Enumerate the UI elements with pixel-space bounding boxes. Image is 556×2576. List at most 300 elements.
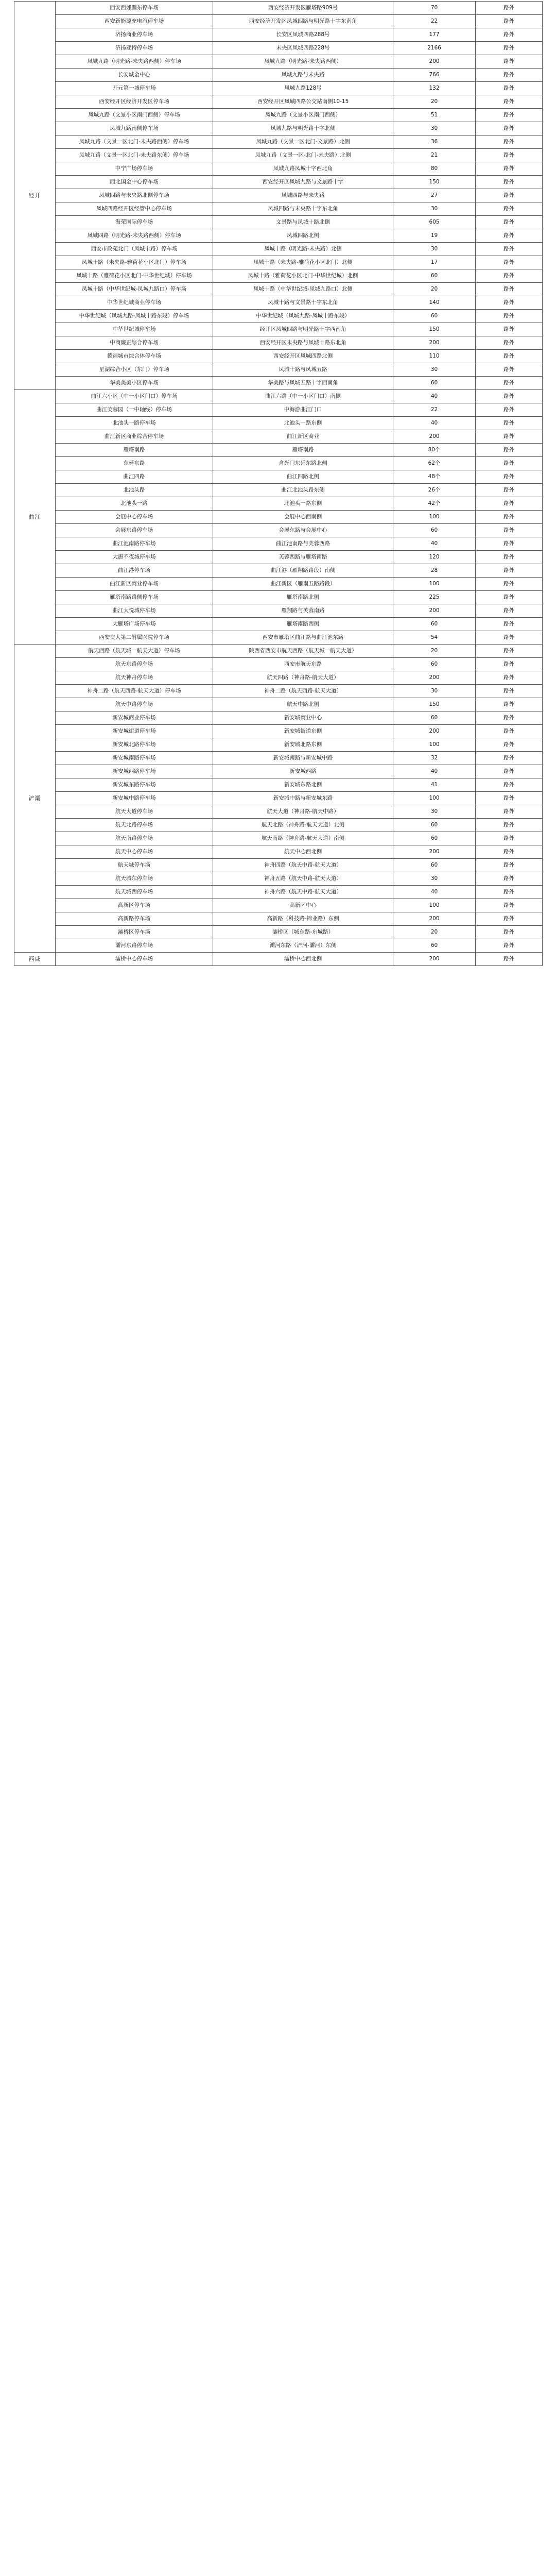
address-cell: 曲江北池头路东侧 — [213, 484, 393, 497]
type-cell: 路外 — [476, 845, 543, 859]
type-cell: 路外 — [476, 403, 543, 417]
parking-name-cell: 航天中心停车场 — [56, 845, 213, 859]
address-cell: 华美路与凤城五路十字西南角 — [213, 377, 393, 390]
type-cell: 路外 — [476, 122, 543, 135]
spaces-cell: 80 — [393, 162, 476, 176]
type-cell: 路外 — [476, 631, 543, 645]
table-row — [14, 109, 543, 122]
spaces-cell: 200 — [393, 725, 476, 738]
spaces-cell: 60 — [393, 832, 476, 845]
spaces-cell: 36 — [393, 135, 476, 149]
type-cell: 路外 — [476, 350, 543, 363]
table-row — [14, 886, 543, 899]
type-cell: 路外 — [476, 323, 543, 336]
type-cell: 路外 — [476, 591, 543, 604]
parking-name-cell: 东延东路 — [56, 457, 213, 470]
table-row — [14, 269, 543, 283]
spaces-cell: 48个 — [393, 470, 476, 484]
spaces-cell: 150 — [393, 323, 476, 336]
parking-name-cell: 凤城九路（明光路-未央路西侧）停车场 — [56, 55, 213, 69]
parking-name-cell: 新安城南路停车场 — [56, 752, 213, 765]
address-cell: 凤城九路（文景一区北门-文景路）北侧 — [213, 135, 393, 149]
type-cell: 路外 — [476, 430, 543, 444]
parking-name-cell: 北池头路 — [56, 484, 213, 497]
parking-name-cell: 凤城九路（文景一区北门-未央路西侧）停车场 — [56, 135, 213, 149]
type-cell: 路外 — [476, 872, 543, 886]
address-cell: 西安经济开发区雁塔路909号 — [213, 2, 393, 15]
spaces-cell: 26个 — [393, 484, 476, 497]
table-row — [14, 2, 543, 15]
table-row — [14, 832, 543, 845]
type-cell: 路外 — [476, 698, 543, 711]
table-row — [14, 819, 543, 832]
table-row — [14, 122, 543, 135]
spaces-cell: 60 — [393, 939, 476, 953]
type-cell: 路外 — [476, 711, 543, 725]
type-cell: 路外 — [476, 283, 543, 296]
table-row — [14, 524, 543, 537]
table-row — [14, 645, 543, 658]
table-row — [14, 859, 543, 872]
spaces-cell: 20 — [393, 926, 476, 939]
address-cell: 航天中路北侧 — [213, 698, 393, 711]
spaces-cell: 100 — [393, 738, 476, 752]
table-row — [14, 403, 543, 417]
table-row — [14, 149, 543, 162]
spaces-cell: 41 — [393, 778, 476, 792]
spaces-cell: 27 — [393, 189, 476, 202]
parking-name-cell: 济扬商业停车场 — [56, 28, 213, 42]
address-cell: 会展东路与会展中心 — [213, 524, 393, 537]
table-row — [14, 631, 543, 645]
type-cell: 路外 — [476, 390, 543, 403]
type-cell: 路外 — [476, 310, 543, 323]
parking-name-cell: 北池头一路 — [56, 497, 213, 511]
spaces-cell: 20 — [393, 283, 476, 296]
address-cell: 雁塔南路 — [213, 444, 393, 457]
type-cell: 路外 — [476, 645, 543, 658]
type-cell: 路外 — [476, 524, 543, 537]
type-cell: 路外 — [476, 778, 543, 792]
spaces-cell: 200 — [393, 671, 476, 685]
spaces-cell: 42个 — [393, 497, 476, 511]
table-row — [14, 511, 543, 524]
parking-name-cell: 灞河东路停车场 — [56, 939, 213, 953]
district-cell: 经开 — [14, 2, 56, 390]
address-cell: 芙蓉西路与雁塔南路 — [213, 551, 393, 564]
parking-name-cell: 高新区停车场 — [56, 899, 213, 912]
spaces-cell: 60 — [393, 711, 476, 725]
parking-name-cell: 航天城西停车场 — [56, 886, 213, 899]
parking-name-cell: 曲江港停车场 — [56, 564, 213, 578]
spaces-cell: 225 — [393, 591, 476, 604]
address-cell: 曲江六路（中一小区门口）南侧 — [213, 390, 393, 403]
parking-name-cell: 新安城东路停车场 — [56, 778, 213, 792]
parking-name-cell: 大雁塔广场停车场 — [56, 618, 213, 631]
type-cell: 路外 — [476, 417, 543, 430]
parking-name-cell: 曲江六小区（中一小区门口）停车场 — [56, 390, 213, 403]
table-row — [14, 939, 543, 953]
table-row — [14, 189, 543, 202]
address-cell: 西安经开区凤城四路公交站南侧10-15 — [213, 95, 393, 109]
table-row — [14, 497, 543, 511]
spaces-cell: 30 — [393, 872, 476, 886]
table-row — [14, 537, 543, 551]
type-cell: 路外 — [476, 256, 543, 269]
type-cell: 路外 — [476, 243, 543, 256]
table-row — [14, 604, 543, 618]
spaces-cell: 110 — [393, 350, 476, 363]
spaces-cell: 51 — [393, 109, 476, 122]
address-cell: 凤城十路与凤城五路 — [213, 363, 393, 377]
type-cell: 路外 — [476, 671, 543, 685]
type-cell: 路外 — [476, 15, 543, 28]
table-row — [14, 55, 543, 69]
parking-name-cell: 西安新能源充电汽停车场 — [56, 15, 213, 28]
table-row — [14, 899, 543, 912]
table-row — [14, 82, 543, 95]
address-cell: 凤城四路北侧 — [213, 229, 393, 243]
address-cell: 凤城十路（雅荷花小区北门-中华世纪城）北侧 — [213, 269, 393, 283]
table-row — [14, 363, 543, 377]
type-cell: 路外 — [476, 926, 543, 939]
address-cell: 凤城四路与未央路十字东北角 — [213, 202, 393, 216]
parking-name-cell: 神舟二路（航天西路-航天大道）停车场 — [56, 685, 213, 698]
district-cell: 浐灞 — [14, 645, 56, 953]
parking-name-cell: 航天城东停车场 — [56, 872, 213, 886]
parking-name-cell: 曲江大悦城停车场 — [56, 604, 213, 618]
address-cell: 新安城中路与新安城东路 — [213, 792, 393, 805]
spaces-cell: 140 — [393, 296, 476, 310]
spaces-cell: 30 — [393, 243, 476, 256]
table-row — [14, 350, 543, 363]
spaces-cell: 20 — [393, 95, 476, 109]
table-row — [14, 725, 543, 738]
spaces-cell: 120 — [393, 551, 476, 564]
table-row — [14, 658, 543, 671]
table-row — [14, 805, 543, 819]
type-cell: 路外 — [476, 832, 543, 845]
address-cell: 凤城九路（明光路-未央路西侧） — [213, 55, 393, 69]
type-cell: 路外 — [476, 55, 543, 69]
address-cell: 曲江新区（雁南五路路段） — [213, 578, 393, 591]
spaces-cell: 132 — [393, 82, 476, 95]
parking-name-cell: 曲江芙蓉园（一中轴线）停车场 — [56, 403, 213, 417]
address-cell: 凤城十路与文景路十字东北角 — [213, 296, 393, 310]
address-cell: 凤城九路（文景小区南门西侧） — [213, 109, 393, 122]
table-row — [14, 95, 543, 109]
spaces-cell: 30 — [393, 805, 476, 819]
parking-name-cell: 雁塔南路路侧停车场 — [56, 591, 213, 604]
type-cell: 路外 — [476, 149, 543, 162]
parking-name-cell: 凤城四路经开区经管中心停车场 — [56, 202, 213, 216]
parking-name-cell: 航天东路停车场 — [56, 658, 213, 671]
parking-name-cell: 会展东路停车场 — [56, 524, 213, 537]
spaces-cell: 100 — [393, 899, 476, 912]
type-cell: 路外 — [476, 805, 543, 819]
table-row — [14, 336, 543, 350]
type-cell: 路外 — [476, 511, 543, 524]
spaces-cell: 60 — [393, 618, 476, 631]
spaces-cell: 60 — [393, 859, 476, 872]
spaces-cell: 28 — [393, 564, 476, 578]
spaces-cell: 200 — [393, 430, 476, 444]
parking-name-cell: 中华世纪城（凤城九路-凤城十路东段）停车场 — [56, 310, 213, 323]
table-row — [14, 792, 543, 805]
parking-name-cell: 西安西郊鹏东停车场 — [56, 2, 213, 15]
address-cell: 航天北路（神舟路-航天大道）北侧 — [213, 819, 393, 832]
type-cell: 路外 — [476, 363, 543, 377]
spaces-cell: 60 — [393, 524, 476, 537]
table-row — [14, 671, 543, 685]
parking-name-cell: 新安城街道停车场 — [56, 725, 213, 738]
type-cell: 路外 — [476, 135, 543, 149]
type-cell: 路外 — [476, 618, 543, 631]
parking-lot-table — [14, 1, 543, 966]
type-cell: 路外 — [476, 82, 543, 95]
table-row — [14, 711, 543, 725]
table-row — [14, 430, 543, 444]
parking-name-cell: 济扬亚特停车场 — [56, 42, 213, 55]
table-row — [14, 28, 543, 42]
parking-name-cell: 海荣国际停车场 — [56, 216, 213, 229]
address-cell: 航天中心西北侧 — [213, 845, 393, 859]
address-cell: 凤城十路（未央路-雅荷花小区北门）北侧 — [213, 256, 393, 269]
type-cell: 路外 — [476, 229, 543, 243]
spaces-cell: 60 — [393, 310, 476, 323]
type-cell: 路外 — [476, 42, 543, 55]
table-row — [14, 685, 543, 698]
address-cell: 中海游曲江门口 — [213, 403, 393, 417]
spaces-cell: 605 — [393, 216, 476, 229]
type-cell: 路外 — [476, 444, 543, 457]
parking-name-cell: 航天西路（航天城一航天大道）停车场 — [56, 645, 213, 658]
address-cell: 西安经开区凤城九路与文景路十字 — [213, 176, 393, 189]
spaces-cell: 21 — [393, 149, 476, 162]
parking-name-cell: 航天大道停车场 — [56, 805, 213, 819]
parking-name-cell: 西安交大第二附属医院停车场 — [56, 631, 213, 645]
table-row — [14, 926, 543, 939]
address-cell: 曲江港（雁翔路路段）南侧 — [213, 564, 393, 578]
spaces-cell: 20 — [393, 645, 476, 658]
parking-name-cell: 灞桥区停车场 — [56, 926, 213, 939]
type-cell: 路外 — [476, 912, 543, 926]
address-cell: 西安经开区凤城四路北侧 — [213, 350, 393, 363]
address-cell: 凤城九路凤城十字西北角 — [213, 162, 393, 176]
table-row — [14, 578, 543, 591]
address-cell: 雁塔南路北侧 — [213, 591, 393, 604]
address-cell: 会展中心西南侧 — [213, 511, 393, 524]
type-cell: 路外 — [476, 685, 543, 698]
table-row — [14, 377, 543, 390]
table-row — [14, 162, 543, 176]
type-cell: 路外 — [476, 69, 543, 82]
parking-name-cell: 西北国金中心停车场 — [56, 176, 213, 189]
parking-name-cell: 新安城西路停车场 — [56, 765, 213, 778]
spaces-cell: 70 — [393, 2, 476, 15]
parking-lot-table-body — [14, 2, 543, 966]
address-cell: 灞桥区（城东路-东城路） — [213, 926, 393, 939]
type-cell: 路外 — [476, 176, 543, 189]
address-cell: 凤城九路128号 — [213, 82, 393, 95]
type-cell: 路外 — [476, 28, 543, 42]
table-row — [14, 216, 543, 229]
table-row — [14, 390, 543, 403]
address-cell: 未央区凤城四路228号 — [213, 42, 393, 55]
address-cell: 凤城九路与未央路 — [213, 69, 393, 82]
address-cell: 凤城十路（中华世纪城-凤城九路口）北侧 — [213, 283, 393, 296]
type-cell: 路外 — [476, 336, 543, 350]
address-cell: 北池头一路东侧 — [213, 497, 393, 511]
type-cell: 路外 — [476, 859, 543, 872]
spaces-cell: 150 — [393, 176, 476, 189]
table-row — [14, 591, 543, 604]
table-row — [14, 845, 543, 859]
table-row — [14, 256, 543, 269]
table-row — [14, 176, 543, 189]
table-row — [14, 444, 543, 457]
parking-name-cell: 开元第一城停车场 — [56, 82, 213, 95]
table-row — [14, 752, 543, 765]
spaces-cell: 32 — [393, 752, 476, 765]
parking-name-cell: 中华世纪城商业停车场 — [56, 296, 213, 310]
spaces-cell: 200 — [393, 55, 476, 69]
type-cell: 路外 — [476, 658, 543, 671]
address-cell: 航天四路（神舟路-航天大道） — [213, 671, 393, 685]
table-row — [14, 765, 543, 778]
table-row — [14, 953, 543, 966]
address-cell: 曲江新区商业 — [213, 430, 393, 444]
parking-name-cell: 德福城市综合体停车场 — [56, 350, 213, 363]
spaces-cell: 19 — [393, 229, 476, 243]
address-cell: 西安市航天东路 — [213, 658, 393, 671]
spaces-cell: 40 — [393, 417, 476, 430]
parking-name-cell: 中商廉正综合停车场 — [56, 336, 213, 350]
parking-name-cell: 新安城商业停车场 — [56, 711, 213, 725]
type-cell: 路外 — [476, 564, 543, 578]
address-cell: 新安城西路 — [213, 765, 393, 778]
table-row — [14, 778, 543, 792]
address-cell: 西安经济开发区凤城四路与明光路十字东南角 — [213, 15, 393, 28]
table-row — [14, 323, 543, 336]
spaces-cell: 17 — [393, 256, 476, 269]
spaces-cell: 60 — [393, 658, 476, 671]
type-cell: 路外 — [476, 470, 543, 484]
parking-name-cell: 凤城九路南侧停车场 — [56, 122, 213, 135]
address-cell: 神舟六路（航天中路-航天大道） — [213, 886, 393, 899]
spaces-cell: 177 — [393, 28, 476, 42]
parking-name-cell: 凤城四路（明光路-未央路西侧）停车场 — [56, 229, 213, 243]
table-row — [14, 417, 543, 430]
address-cell: 长安区凤城四路288号 — [213, 28, 393, 42]
address-cell: 灞河东路（浐河-灞河）东侧 — [213, 939, 393, 953]
parking-name-cell: 凤城九路（文景一区北门-未央路东侧）停车场 — [56, 149, 213, 162]
type-cell: 路外 — [476, 2, 543, 15]
type-cell: 路外 — [476, 604, 543, 618]
address-cell: 西安市雁塔区曲江路与曲江池东路 — [213, 631, 393, 645]
spaces-cell: 150 — [393, 698, 476, 711]
address-cell: 凤城四路与未央路 — [213, 189, 393, 202]
type-cell: 路外 — [476, 953, 543, 966]
address-cell: 神舟五路（航天中路-航天大道） — [213, 872, 393, 886]
parking-name-cell: 长安城金中心 — [56, 69, 213, 82]
type-cell: 路外 — [476, 484, 543, 497]
address-cell: 雁翔路与芙蓉南路 — [213, 604, 393, 618]
parking-name-cell: 航天神舟停车场 — [56, 671, 213, 685]
table-row — [14, 202, 543, 216]
address-cell: 新安城南路与新安城中路 — [213, 752, 393, 765]
spaces-cell: 80个 — [393, 444, 476, 457]
table-row — [14, 69, 543, 82]
spaces-cell: 60 — [393, 269, 476, 283]
district-cell: 曲江 — [14, 390, 56, 645]
parking-name-cell: 中宁广场停车场 — [56, 162, 213, 176]
address-cell: 新安城东路北侧 — [213, 778, 393, 792]
parking-name-cell: 凤城九路（文景小区南门西侧）停车场 — [56, 109, 213, 122]
address-cell: 北池头一路东侧 — [213, 417, 393, 430]
address-cell: 凤城九路与明光路十字北侧 — [213, 122, 393, 135]
parking-name-cell: 新安城中路停车场 — [56, 792, 213, 805]
type-cell: 路外 — [476, 738, 543, 752]
parking-name-cell: 高新路停车场 — [56, 912, 213, 926]
table-row — [14, 457, 543, 470]
parking-name-cell: 新安城北路停车场 — [56, 738, 213, 752]
parking-name-cell: 西安市政苑北门（凤城十路）停车场 — [56, 243, 213, 256]
parking-name-cell: 雁塔南路 — [56, 444, 213, 457]
table-row — [14, 738, 543, 752]
type-cell: 路外 — [476, 578, 543, 591]
table-row — [14, 283, 543, 296]
parking-name-cell: 航天南路停车场 — [56, 832, 213, 845]
table-row — [14, 698, 543, 711]
parking-name-cell: 灞桥中心停车场 — [56, 953, 213, 966]
table-row — [14, 135, 543, 149]
spaces-cell: 30 — [393, 685, 476, 698]
spaces-cell: 40 — [393, 537, 476, 551]
table-row — [14, 15, 543, 28]
parking-name-cell: 曲江四路 — [56, 470, 213, 484]
table-row — [14, 912, 543, 926]
address-cell: 文景路与凤城十路北侧 — [213, 216, 393, 229]
type-cell: 路外 — [476, 202, 543, 216]
type-cell: 路外 — [476, 216, 543, 229]
table-row — [14, 470, 543, 484]
district-cell: 西咸 — [14, 953, 56, 966]
type-cell: 路外 — [476, 377, 543, 390]
type-cell: 路外 — [476, 899, 543, 912]
parking-name-cell: 曲江新区商业综合停车场 — [56, 430, 213, 444]
spaces-cell: 200 — [393, 604, 476, 618]
table-row — [14, 310, 543, 323]
address-cell: 西安经开区未央路与凤城十路东北角 — [213, 336, 393, 350]
type-cell: 路外 — [476, 792, 543, 805]
address-cell: 曲江池南路与芙蓉西路 — [213, 537, 393, 551]
parking-name-cell: 凤城十路（未央路-雅荷花小区北门）停车场 — [56, 256, 213, 269]
type-cell: 路外 — [476, 95, 543, 109]
spaces-cell: 30 — [393, 363, 476, 377]
parking-name-cell: 大唐不夜城停车场 — [56, 551, 213, 564]
type-cell: 路外 — [476, 457, 543, 470]
parking-name-cell: 曲江池南路停车场 — [56, 537, 213, 551]
spaces-cell: 60 — [393, 377, 476, 390]
table-row — [14, 551, 543, 564]
parking-name-cell: 北池头一路停车场 — [56, 417, 213, 430]
type-cell: 路外 — [476, 725, 543, 738]
type-cell: 路外 — [476, 537, 543, 551]
parking-name-cell: 中华世纪城停车场 — [56, 323, 213, 336]
spaces-cell: 200 — [393, 912, 476, 926]
parking-name-cell: 凤城十路（雅荷花小区北门-中华世纪城）停车场 — [56, 269, 213, 283]
